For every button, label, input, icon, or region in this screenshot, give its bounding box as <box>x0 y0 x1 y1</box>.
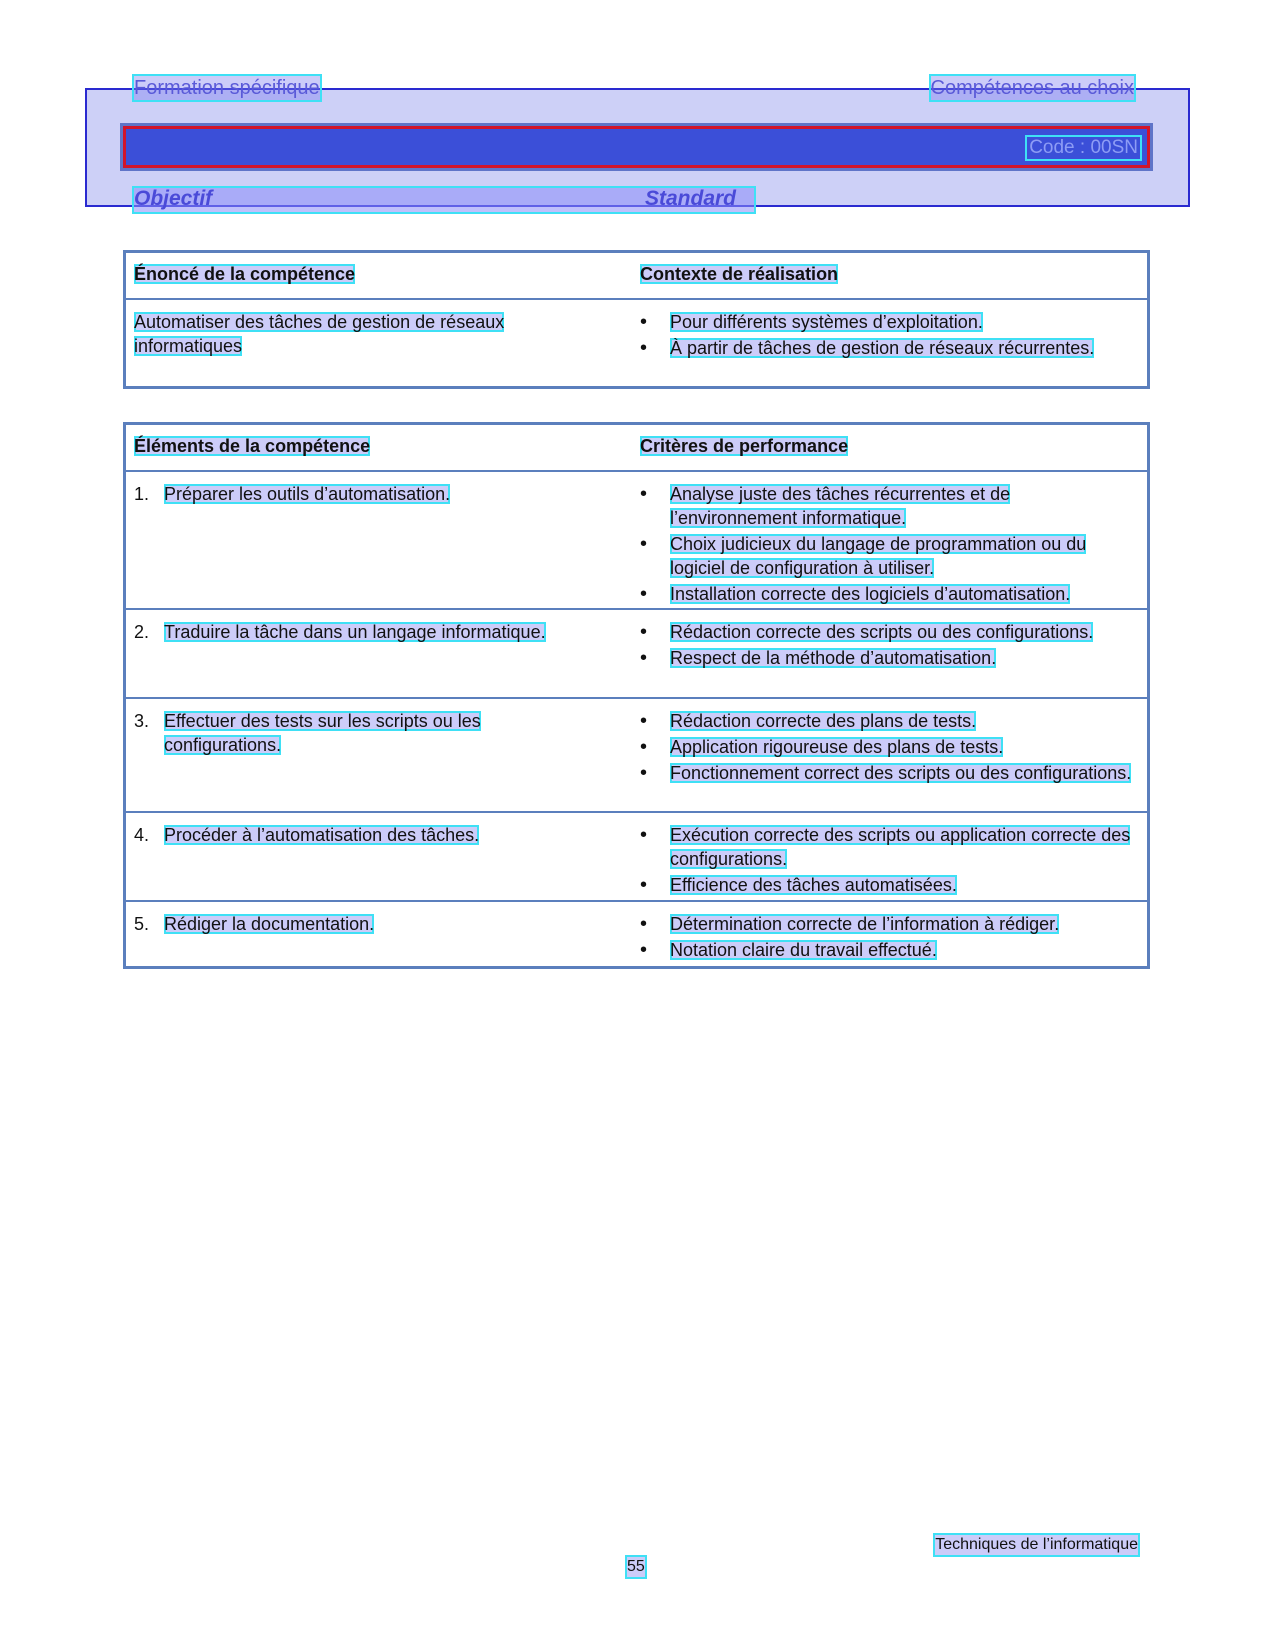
list-item: • Exécution correcte des scripts ou application correcte des configurations. <box>640 823 1140 871</box>
column-header: Éléments de la compétence <box>134 436 371 456</box>
element-item: 4. Procéder à l’automatisation des tâches. <box>134 825 480 845</box>
list-item: • Choix judicieux du langage de programmation ou du logiciel de configuration à utiliser. <box>640 532 1140 580</box>
list-item: • Respect de la méthode d’automatisation. <box>640 646 1140 670</box>
table-header-row <box>126 253 1147 298</box>
list-item: • Notation claire du travail effectué. <box>640 938 1140 962</box>
table-row <box>126 608 1147 697</box>
section-subtitle: Compétences au choix <box>930 77 1134 99</box>
element-item: 5. Rédiger la documentation. <box>134 914 375 934</box>
list-item: • Analyse juste des tâches récurrentes et de l’environnement informatique. <box>640 482 1140 530</box>
footer-program: Techniques de l’informatique <box>935 1536 1138 1553</box>
competency-elements-table <box>123 422 1150 969</box>
table-row <box>126 697 1147 811</box>
list-item: • Fonctionnement correct des scripts ou des configurations. <box>640 761 1140 785</box>
section-title: Formation spécifique <box>134 77 320 99</box>
list-item: • Pour différents systèmes d’exploitation. <box>640 310 1140 334</box>
column-header: Énoncé de la compétence <box>134 264 356 284</box>
element-item: 3. Effectuer des tests sur les scripts ou les configurations. <box>134 711 481 755</box>
code-bar <box>123 126 1150 168</box>
competency-statement: Automatiser des tâches de gestion de réseaux informatiques <box>134 312 505 356</box>
list-item: • Rédaction correcte des scripts ou des configurations. <box>640 620 1140 644</box>
element-item: 1. Préparer les outils d’automatisation. <box>134 484 451 504</box>
table-header-row <box>126 425 1147 470</box>
list-item: • Détermination correcte de l’information à rédiger. <box>640 912 1140 936</box>
table-row <box>126 470 1147 608</box>
column-header: Contexte de réalisation <box>640 264 839 284</box>
objectif-heading: Objectif <box>134 187 213 210</box>
standard-heading: Standard <box>645 187 737 210</box>
page-number: 55 <box>627 1558 645 1575</box>
list-item: • À partir de tâches de gestion de réseaux récurrentes. <box>640 336 1140 360</box>
list-item: • Efficience des tâches automatisées. <box>640 873 1140 897</box>
list-item: • Application rigoureuse des plans de tests. <box>640 735 1140 759</box>
table-row <box>126 811 1147 900</box>
column-header: Critères de performance <box>640 436 849 456</box>
list-item: • Rédaction correcte des plans de tests. <box>640 709 1140 733</box>
element-item: 2. Traduire la tâche dans un langage informatique. <box>134 622 546 642</box>
list-item: • Installation correcte des logiciels d’automatisation. <box>640 582 1140 606</box>
competency-statement-table <box>123 250 1150 389</box>
competency-code: Code : 00SN <box>1029 137 1138 158</box>
table-row <box>126 298 1147 386</box>
table-row <box>126 900 1147 966</box>
